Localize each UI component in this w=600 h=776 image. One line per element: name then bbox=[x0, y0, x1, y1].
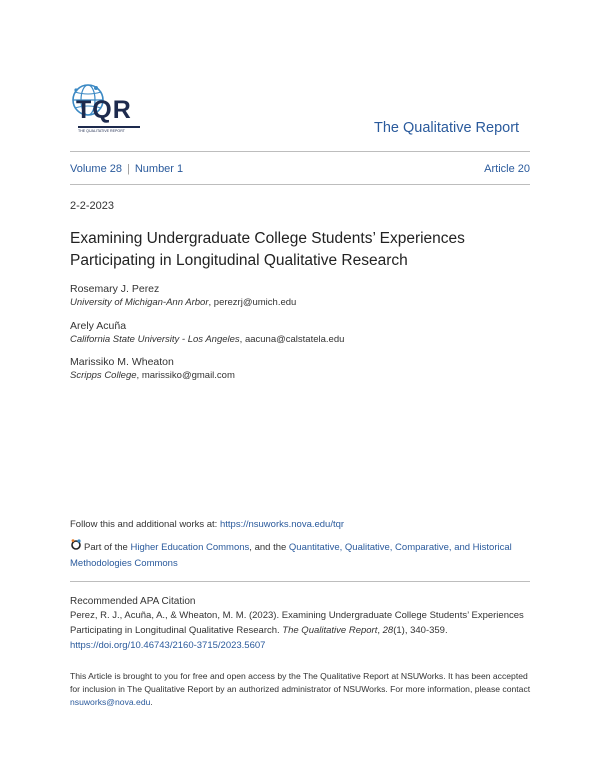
citation-volume: 28 bbox=[382, 625, 394, 636]
commons-icon bbox=[70, 538, 82, 556]
notice-text: This Article is brought to you for free and open access by the The Qualitative Report at NSUWorks. It has been accepted for inclusion in The Qualitative Report by an authorized administrator of NSUWorks. For more information, please contact bbox=[70, 671, 531, 694]
article-title bbox=[70, 228, 530, 272]
author-name: Arely Acuña bbox=[70, 320, 127, 332]
logo-text: TQR bbox=[76, 96, 132, 124]
number-link[interactable]: Number 1 bbox=[134, 163, 184, 175]
access-notice bbox=[70, 670, 532, 709]
follow-link[interactable]: https://nsuworks.nova.edu/tqr bbox=[219, 519, 345, 530]
citation-journal: The Qualitative Report bbox=[282, 625, 378, 636]
header-rule bbox=[70, 151, 530, 152]
follow-text: Follow this and additional works at: bbox=[70, 519, 220, 530]
issue-info bbox=[70, 163, 183, 175]
author-affiliation bbox=[70, 370, 235, 381]
doi-link[interactable]: https://doi.org/10.46743/2160-3715/2023.5607 bbox=[70, 640, 266, 651]
citation-heading: Recommended APA Citation bbox=[70, 596, 196, 607]
title-line-1: Examining Undergraduate College Students’ Experiences bbox=[70, 230, 465, 247]
title-line-2: Participating in Longitudinal Qualitative Research bbox=[70, 252, 408, 269]
journal-name[interactable]: The Qualitative Report bbox=[374, 120, 520, 136]
logo-tagline: THE QUALITATIVE REPORT bbox=[78, 129, 125, 133]
author-affiliation bbox=[70, 334, 344, 345]
follow-line bbox=[70, 519, 344, 530]
author-email: , marissiko@gmail.com bbox=[136, 370, 235, 381]
tqr-logo bbox=[68, 80, 142, 136]
author-name: Rosemary J. Perez bbox=[70, 283, 160, 295]
part-of-middle: , and the bbox=[249, 542, 289, 553]
citation-body: Perez, R. J., Acuña, A., & Wheaton, M. M. (2023). Examining Undergraduate College Students’ Experiences Participating in Longitudinal Qualitative Research. bbox=[70, 610, 524, 636]
meta-rule bbox=[70, 184, 530, 185]
part-of-prefix: Part of the bbox=[84, 542, 131, 553]
citation-rule bbox=[70, 581, 530, 582]
affiliation-text: Scripps College bbox=[70, 370, 137, 381]
contact-email-link[interactable]: nsuworks@nova.edu bbox=[70, 697, 151, 707]
volume-link[interactable]: Volume 28 bbox=[70, 163, 122, 175]
affiliation-text: University of Michigan-Ann Arbor bbox=[70, 297, 209, 308]
author-name: Marissiko M. Wheaton bbox=[70, 356, 174, 368]
logo-underline bbox=[78, 126, 140, 128]
citation-pages: (1), 340-359. bbox=[393, 625, 448, 636]
article-number[interactable]: Article 20 bbox=[484, 163, 530, 175]
meta-separator: | bbox=[126, 163, 130, 175]
citation-text bbox=[70, 608, 532, 653]
part-of-commons bbox=[70, 538, 530, 572]
publication-date: 2-2-2023 bbox=[70, 200, 115, 212]
methodologies-commons-link[interactable]: Quantitative, Qualitative, Comparative, and Historical Methodologies Commons bbox=[70, 542, 512, 569]
higher-education-commons-link[interactable]: Higher Education Commons bbox=[130, 542, 250, 553]
author-affiliation bbox=[70, 297, 296, 308]
affiliation-text: California State University - Los Angeles bbox=[70, 334, 240, 345]
author-email: , perezrj@umich.edu bbox=[208, 297, 297, 308]
citation-separator: , bbox=[377, 625, 383, 636]
author-email: , aacuna@calstatela.edu bbox=[239, 334, 345, 345]
notice-end: . bbox=[150, 697, 153, 707]
